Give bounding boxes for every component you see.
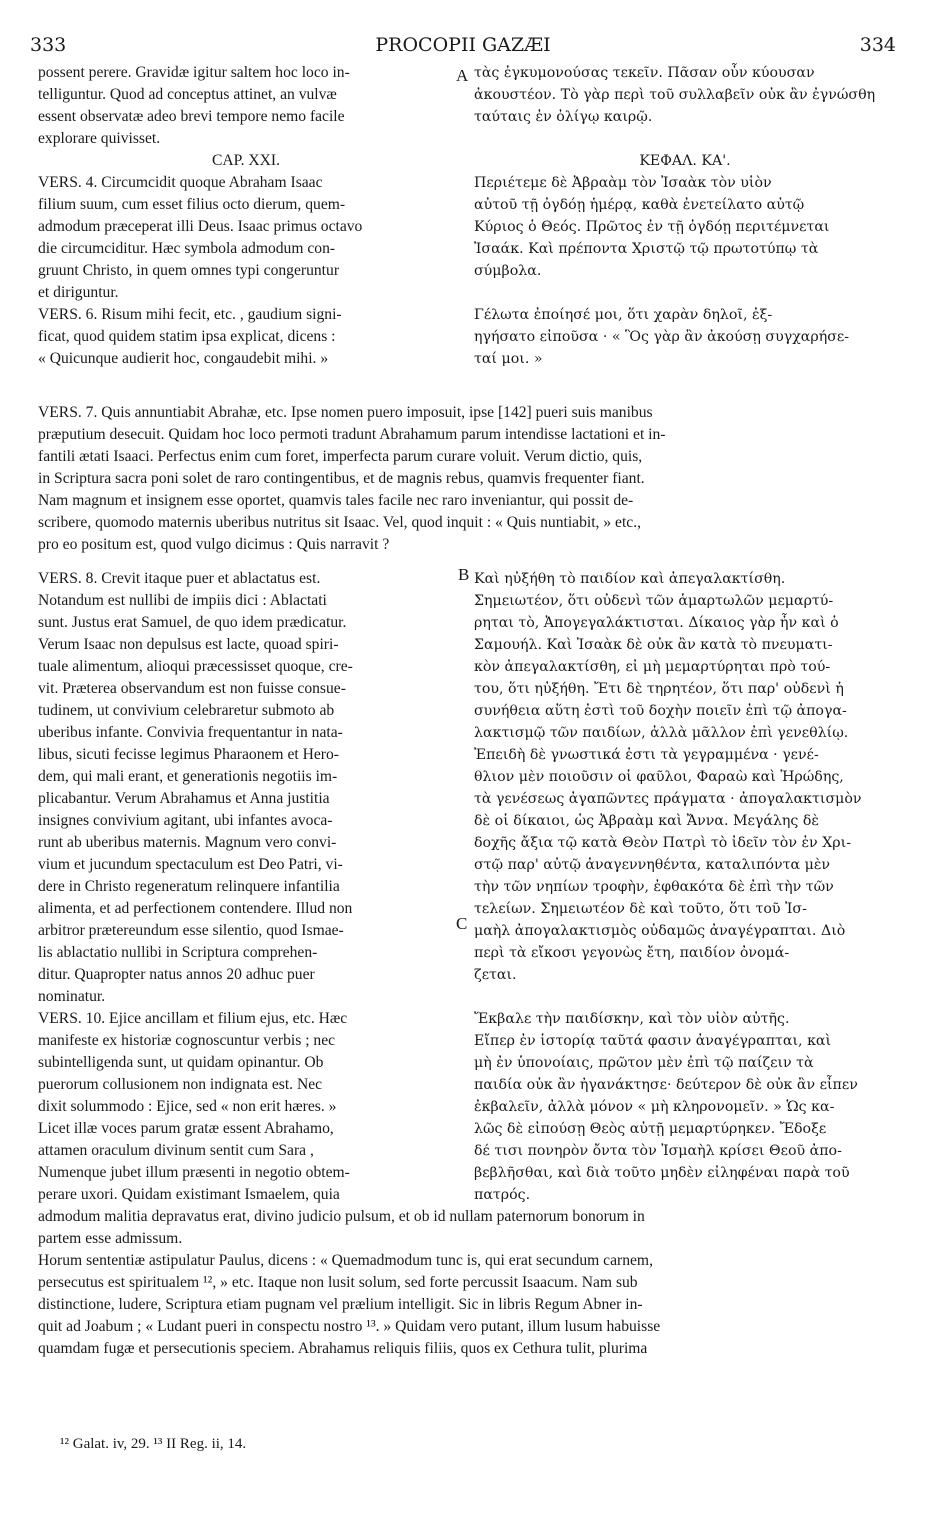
text-line: admodum præceperat illi Deus. Isaac primus octavo (38, 218, 363, 235)
text-line: dem, qui mali erant, et generationis negotiis im- (38, 768, 338, 785)
text-line: Γέλωτα ἐποίησέ μοι, ὅτι χαρὰν δηλοῖ, ἐξ- (474, 307, 773, 323)
text-line: ταύταις ἐν ὀλίγῳ καιρῷ. (474, 109, 653, 125)
text-line: δὲ οἱ δίκαιοι, ὡς Ἀβραὰμ καὶ Ἄννα. Μεγάλης δὲ (474, 813, 820, 829)
text-line: Ἔκβαλε τὴν παιδίσκην, καὶ τὸν υἱὸν αὐτῆς. (474, 1011, 790, 1027)
text-line: plicabantur. Verum Abrahamus et Anna justitia (38, 790, 330, 807)
text-line: Ἐπειδὴ δὲ γνωστικά ἐστι τὰ γεγραμμένα · γενέ- (474, 747, 819, 763)
greek-column-bottom (474, 568, 896, 1206)
text-line: admodum malitia depravatus erat, divino judicio pulsum, et ob id nullam paternorum bonorum in (38, 1208, 645, 1225)
text-line: παιδία οὐκ ἂν ἠγανάκτησε· δεύτερον δὲ οὐκ ἂν εἶπεν (474, 1077, 858, 1093)
full-width-passage (38, 402, 896, 556)
text-line: tudinem, ut convivium celebraretur submoto ab (38, 702, 335, 719)
text-line: manifeste ex historiæ cognoscuntur verbis ; nec (38, 1032, 336, 1049)
text-line: subintelligenda sunt, ut quidam opinantur. Ob (38, 1054, 324, 1071)
text-line: λακτισμῷ τῶν παιδίων, ἀλλὰ μᾶλλον ἐπὶ γενεθλίῳ. (474, 725, 849, 741)
text-line: pro eo positum est, quod vulgo dicimus : Quis narravit ? (38, 536, 390, 553)
text-line: συνήθεια αὕτη ἐστὶ τοῦ δοχὴν ποιεῖν ἐπὶ τῷ ἀπογα- (474, 703, 847, 719)
text-line: uberibus infante. Convivia frequentantur in nata- (38, 724, 343, 741)
text-line: alimenta, et ad perfectionem contendere. Illud non (38, 900, 353, 917)
margin-marker-a: A (456, 66, 469, 85)
text-line: ρηται τὸ, Ἀπογεγαλάκτισται. Δίκαιος γὰρ ἦν καὶ ὁ (474, 615, 839, 631)
text-line: perare uxori. Quidam existimant Ismaelem, quia (38, 1186, 340, 1203)
text-line: præputium desecuit. Quidam hoc loco permoti tradunt Abrahamum parum intendisse lactationi et in- (38, 426, 666, 443)
text-line (474, 282, 896, 304)
text-line: gruunt Christo, in quem omnes typi congeruntur (38, 262, 340, 279)
text-line: sunt. Justus erat Samuel, de quo idem prædicatur. (38, 614, 347, 631)
text-line: ζεται. (474, 967, 517, 983)
text-line: τὰς ἐγκυμονούσας τεκεῖν. Πᾶσαν οὖν κύουσαν (474, 65, 815, 81)
right-page-number: 334 (859, 34, 896, 56)
text-line: dixit solummodo : Ejice, sed « non erit hæres. » (38, 1098, 337, 1115)
text-line: ἐκβαλεῖν, ἀλλὰ μόνον « μὴ κληρονομεῖν. » Ὡς κα- (474, 1099, 835, 1115)
text-line: VERS. 6. Risum mihi fecit, etc. , gaudium signi- (38, 306, 342, 323)
greek-column-top (474, 62, 896, 370)
text-line: die circumciditur. Hæc symbola admodum con- (38, 240, 336, 257)
text-line: τὴν τῶν νηπίων τροφὴν, ἐφθακότα δὲ ἐπὶ τὴν τῶν (474, 879, 834, 895)
text-line: ΚΕΦΑΛ. ΚΑ'. (639, 153, 731, 169)
text-line: CAP. XXI. (211, 152, 281, 169)
text-line: lis ablactatio nullibi in Scriptura comprehen- (38, 944, 318, 961)
text-line: libus, sicuti fecisse legimus Pharaonem et Hero- (38, 746, 339, 763)
text-line: arbitror prætereundum esse silentio, quod Ismae- (38, 922, 344, 939)
text-line: σύμβολα. (474, 263, 542, 279)
text-line: Notandum est nullibi de impiis dici : Ablactati (38, 592, 327, 609)
text-line: attamen oraculum divinum sentit cum Sara , (38, 1142, 314, 1159)
text-line: Verum Isaac non depulsus est lacte, quoad spiri- (38, 636, 339, 653)
margin-marker-c: C (456, 914, 468, 933)
text-line: VERS. 8. Crevit itaque puer et ablactatus est. (38, 570, 321, 587)
text-line: quit ad Joabum ; « Ludant pueri in conspectu nostro ¹³. » Quidam vero putant, illum lusum habuisse (38, 1318, 661, 1335)
text-line: ταί μοι. » (474, 351, 543, 367)
left-page-number: 333 (30, 34, 67, 56)
text-line: puerorum collusionem non indignata est. Nec (38, 1076, 323, 1093)
text-line: δοχῆς ἄξια τῷ κατὰ Θεὸν Πατρὶ τὸ ἰδεῖν τὸν ἐν Χρι- (474, 835, 851, 851)
text-line: tuale alimentum, alioqui præcessisset quoque, cre- (38, 658, 353, 675)
text-line: ἀκουστέον. Τὸ γὰρ περὶ τοῦ συλλαβεῖν οὐκ ἂν ἐγνώσθη (474, 87, 876, 103)
text-line: « Quicunque audierit hoc, congaudebit mihi. » (38, 350, 329, 367)
text-line: πατρός. (474, 1187, 531, 1203)
text-line: VERS. 7. Quis annuntiabit Abrahæ, etc. Ipse nomen puero imposuit, ipse [142] pueri suis manibus (38, 404, 653, 421)
text-line: essent observatæ adeo brevi tempore nemo facile (38, 108, 345, 125)
text-line: fantili ætati Isaaci. Perfectus enim cum foret, imperfecta parum curare voluit. Verum dictio, quis, (38, 448, 643, 465)
text-line: Nam magnum et insignem esse oportet, quamvis tales facile nec raro inveniantur, qui possit de- (38, 492, 634, 509)
text-line: Κύριος ὁ Θεός. Πρῶτος ἐν τῇ ὀγδόῃ περιτέμνεται (474, 219, 830, 235)
text-line: runt ab uberibus maternis. Magnum vero convi- (38, 834, 337, 851)
text-line: explorare quivisset. (38, 130, 161, 147)
text-line: κὸν ἀπεγαλακτίσθη, εἰ μὴ μεμαρτύρηται πρὸ τού- (474, 659, 831, 675)
text-line (474, 986, 896, 1008)
text-line: vit. Præterea observandum est non fuisse consue- (38, 680, 346, 697)
text-line: telliguntur. Quod ad conceptus attinet, an vulvæ (38, 86, 337, 103)
footnotes: ¹² Galat. iv, 29. ¹³ II Reg. ii, 14. (60, 1436, 247, 1452)
text-line: persecutus est spiritualem ¹², » etc. Itaque non lusit solum, sed forte percussit Isaacum. Nam sub (38, 1274, 638, 1291)
text-line: Περιέτεμε δὲ Ἀβραὰμ τὸν Ἰσαὰκ τὸν υἱὸν (474, 175, 772, 191)
latin-column-bottom (38, 568, 454, 1206)
text-line: nominatur. (38, 988, 106, 1005)
text-line: distinctione, ludere, Scriptura etiam pugnam vel prælium intelligit. Sic in libris Regum Abner in- (38, 1296, 643, 1313)
text-line: μαὴλ ἀπογαλακτισμὸς οὐδαμῶς ἀναγέγραπται. Διὸ (474, 923, 846, 939)
text-line: Σημειωτέον, ὅτι οὐδενὶ τῶν ἁμαρτωλῶν μεμαρτύ- (474, 593, 834, 609)
text-line: ηγήσατο εἰποῦσα · « Ὃς γὰρ ἂν ἀκούσῃ συγχαρήσε- (474, 329, 850, 345)
text-line: et diriguntur. (38, 284, 119, 301)
text-line: vium et jucundum spectaculum est Deo Patri, vi- (38, 856, 343, 873)
text-line: Numenque jubet illum præsenti in negotio obtem- (38, 1164, 350, 1181)
full-width-conclusion (38, 1206, 896, 1360)
text-line: scribere, quomodo maternis uberibus nutritus sit Isaac. Vel, quod inquit : « Quis nuntiabit, » etc., (38, 514, 642, 531)
text-line: Καὶ ηὐξήθη τὸ παιδίον καὶ ἀπεγαλακτίσθη. (474, 571, 786, 587)
text-line: quamdam fugæ et persecutionis speciem. Abrahamus reliquis filiis, quos ex Cethura tulit, plurima (38, 1340, 648, 1357)
text-line (474, 128, 896, 150)
text-line: βεβλῆσθαι, καὶ διὰ τοῦτο μηδὲν εἰληφέναι παρὰ τοῦ (474, 1165, 850, 1181)
text-line: VERS. 4. Circumcidit quoque Abraham Isaac (38, 174, 323, 191)
text-line: περὶ τὰ εἴκοσι γεγονὼς ἔτη, παιδίον ὀνομά- (474, 945, 790, 961)
text-line: θλιον μὲν ποιοῦσιν οἱ φαῦλοι, Φαραὼ καὶ Ἡρώδης, (474, 769, 844, 785)
text-line: αὐτοῦ τῇ ὀγδόῃ ἡμέρᾳ, καθὰ ἐνετείλατο αὐτῷ (474, 197, 805, 213)
text-line: του, ὅτι ηὐξήθη. Ἔτι δὲ τηρητέον, ὅτι παρ' οὐδενὶ ἡ (474, 681, 844, 697)
text-line: Εἴπερ ἐν ἱστορίᾳ ταῦτά φασιν ἀναγέγραπται, καὶ (474, 1033, 832, 1049)
text-line: τελείων. Σημειωτέον δὲ καὶ τοῦτο, ὅτι τοῦ Ἰσ- (474, 901, 807, 917)
text-line: στῷ παρ' αὐτῷ ἀναγεννηθέντα, καταλιπόντα μὲν (474, 857, 831, 873)
text-line: λῶς δὲ εἰπούσῃ Θεὸς αὐτῇ μεμαρτύρηκεν. Ἔδοξε (474, 1121, 827, 1137)
text-line: partem esse admissum. (38, 1230, 183, 1247)
text-line: μὴ ἐν ὑπονοίαις, πρῶτον μὲν ἐπὶ τῷ παίζειν τὰ (474, 1055, 814, 1071)
text-line: in Scriptura sacra poni solet de raro contingentibus, et de magnis rebus, quamvis frequenter fiant. (38, 470, 645, 487)
text-line: possent perere. Gravidæ igitur saltem hoc loco in- (38, 64, 350, 81)
text-line: Horum sententiæ astipulatur Paulus, dicens : « Quemadmodum tunc is, qui erat secundum carnem, (38, 1252, 653, 1269)
text-line: Licet illæ voces parum gratæ essent Abrahamo, (38, 1120, 334, 1137)
text-line: dere in Christo regeneratum relinquere infantilia (38, 878, 340, 895)
text-line: Ἰσαάκ. Καὶ πρέποντα Χριστῷ τῷ πρωτοτύπῳ τὰ (474, 241, 819, 257)
text-line: insignes convivium agitant, ubi infantes avoca- (38, 812, 333, 829)
text-line: filium suum, cum esset filius octo dierum, quem- (38, 196, 346, 213)
running-title: PROCOPII GAZÆI (375, 34, 551, 56)
text-line: ficat, quod quidem statim ipsa explicat, dicens : (38, 328, 336, 345)
latin-column-top (38, 62, 454, 370)
text-line: τὰ γενέσεως ἀγαπῶντες πράγματα · ἀπογαλακτισμὸν (474, 791, 862, 807)
text-line: ditur. Quapropter natus annos 20 adhuc puer (38, 966, 315, 983)
text-line: Σαμουήλ. Καὶ Ἰσαὰκ δὲ οὐκ ἂν κατὰ τὸ πνευματι- (474, 637, 833, 653)
text-line: VERS. 10. Ejice ancillam et filium ejus, etc. Hæc (38, 1010, 348, 1027)
margin-marker-b: B (458, 565, 470, 584)
text-line: δέ τισι πονηρὸν ὄντα τὸν Ἰσμαὴλ κρίσει Θεοῦ ἀπο- (474, 1143, 842, 1159)
